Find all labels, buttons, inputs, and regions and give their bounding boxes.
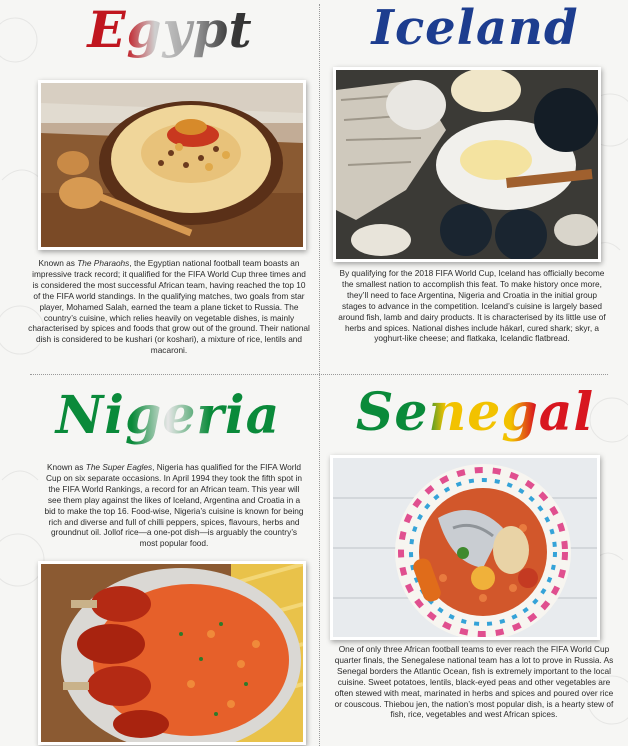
senegal-title: Senegal [325, 382, 625, 452]
egypt-caption-intro: Known as [38, 258, 78, 268]
nigeria-title: Nigeria [18, 385, 318, 455]
nigeria-caption-intro: Known as [47, 462, 86, 472]
vertical-divider [319, 4, 320, 746]
senegal-thiebou-jen-photo [330, 455, 600, 640]
iceland-title: Iceland [371, 0, 579, 56]
egypt-nickname: The Pharaohs [77, 258, 130, 268]
horizontal-divider [30, 374, 608, 375]
iceland-caption: By qualifying for the 2018 FIFA World Cup, Iceland has officially become the smallest nation to accomplish this feat. To make history once more, they’ll need to face Argentina, Nigeria and Croatia in the initial group stages to advance in the competition. Iceland’s cuisine is largely based around fish, lamb and dairy products. It is characterised by its little use of herbs and spices. National dishes include hákarl, cured shark; skyr, a yoghurt-like cheese; and flatkaka, Icelandic flatbread. [338, 268, 606, 344]
iceland-food-photo [333, 67, 601, 262]
nigeria-nickname: The Super Eagles [85, 462, 153, 472]
egypt-kushari-photo [38, 80, 306, 250]
egypt-caption [28, 258, 310, 356]
egypt-caption-body: , the Egyptian national football team boasts an impressive track record; it qualified for the FIFA World Cup three times and is considered the most successful African team, having reached the top 10 of the FIFA world standings. In the qualifying matches, two goals from star player, Mohamed Salah, earned the team a plane ticket to Russia. The country’s cuisine, which relies heavily on vegetable dishes, is mainly characterised by spices and foods that grow out of the ground. Their national dish is considered to be kushari (or koshari), a mixture of rice, lentils and macaroni. [28, 258, 310, 356]
egypt-title: Egypt [20, 0, 320, 64]
nigeria-jollof-photo [38, 561, 306, 745]
senegal-caption: One of only three African football teams to ever reach the FIFA World Cup quarter finals, the Senegalese national team has a lot to prove in Russia. As Senegal borders the Atlantic Ocean, fish is extremely important to the local cuisine. Sweet potatoes, lentils, black-eyed peas and other vegetables are often stewed with meat, marinated in herbs and spices and poured over rice or couscous. Thiebou jen, the nation’s most popular dish, is a hearty stew of fish, rice, vegetables and west African spices. [334, 644, 614, 720]
nigeria-caption [44, 462, 304, 549]
nigeria-caption-body: , Nigeria has qualified for the FIFA World Cup on six separate occasions. In April 1994 they took the fifth spot in the FIFA World Rankings, a record for an African team. This year will see them play against the likes of Iceland, Argentina and Croatia in a bid to make the top 16. Food-wise, Nigeria’s cuisine is known for being rich and diverse and full of chilli peppers, spices, flavours, herbs and groundnut oil. Jollof rice—a one-pot dish—is arguably the country’s most popular food. [44, 462, 304, 549]
